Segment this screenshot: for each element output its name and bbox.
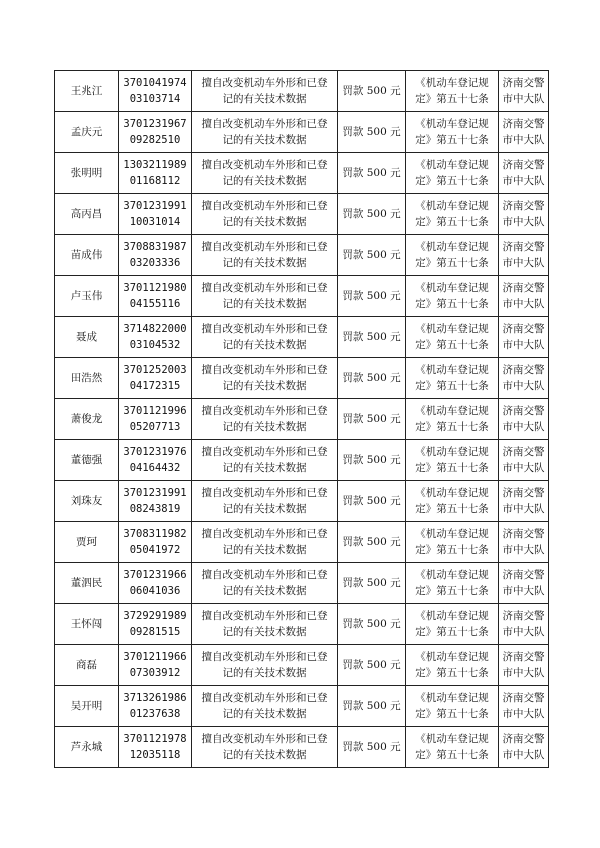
authority-line1: 济南交警 <box>502 651 545 663</box>
id-number-line1: 3713261986 <box>123 692 187 704</box>
id-number-line1: 3701231967 <box>123 118 187 130</box>
authority-line1: 济南交警 <box>502 323 545 335</box>
legal-basis-line1: 《机动车登记规 <box>415 323 489 335</box>
legal-basis-line2: 定》第五十七条 <box>415 298 489 310</box>
legal-basis-cell <box>406 522 499 563</box>
legal-basis-line2: 定》第五十七条 <box>415 462 489 474</box>
legal-basis-line2: 定》第五十七条 <box>415 708 489 720</box>
authority-line1: 济南交警 <box>502 487 545 499</box>
id-number-line2: 12035118 <box>129 749 181 761</box>
violation-line1: 擅自改变机动车外形和已登 <box>201 364 328 376</box>
violation-line1: 擅自改变机动车外形和已登 <box>201 282 328 294</box>
table-row <box>55 317 549 358</box>
legal-basis-line2: 定》第五十七条 <box>415 134 489 146</box>
authority-line2: 市中大队 <box>502 462 545 474</box>
id-number-cell <box>119 235 192 276</box>
legal-basis-line1: 《机动车登记规 <box>415 364 489 376</box>
violation-line2: 记的有关技术数据 <box>222 503 307 515</box>
violation-line1: 擅自改变机动车外形和已登 <box>201 487 328 499</box>
id-number-line2: 04155116 <box>129 298 181 310</box>
authority-cell <box>499 235 549 276</box>
person-name: 张明明 <box>70 167 103 179</box>
authority-line2: 市中大队 <box>502 708 545 720</box>
violation-line2: 记的有关技术数据 <box>222 216 307 228</box>
penalty-text: 罚款 500 元 <box>342 659 401 671</box>
id-number-line2: 03103714 <box>129 93 181 105</box>
table-row <box>55 604 549 645</box>
legal-basis-line2: 定》第五十七条 <box>415 339 489 351</box>
records-body <box>55 71 549 768</box>
authority-line2: 市中大队 <box>502 749 545 761</box>
violation-cell <box>192 153 338 194</box>
penalty-cell <box>338 522 406 563</box>
id-number-line2: 04164432 <box>129 462 181 474</box>
penalty-cell <box>338 727 406 768</box>
id-number-line2: 03104532 <box>129 339 181 351</box>
violation-line1: 擅自改变机动车外形和已登 <box>201 651 328 663</box>
authority-line1: 济南交警 <box>502 364 545 376</box>
id-number-cell <box>119 112 192 153</box>
penalty-text: 罚款 500 元 <box>342 413 401 425</box>
id-number-line2: 01237638 <box>129 708 181 720</box>
authority-line2: 市中大队 <box>502 257 545 269</box>
legal-basis-line1: 《机动车登记规 <box>415 200 489 212</box>
authority-line1: 济南交警 <box>502 528 545 540</box>
legal-basis-cell <box>406 276 499 317</box>
id-number-line1: 3701231976 <box>123 446 187 458</box>
authority-cell <box>499 604 549 645</box>
penalty-text: 罚款 500 元 <box>342 290 401 302</box>
legal-basis-line2: 定》第五十七条 <box>415 667 489 679</box>
id-number-line2: 07303912 <box>129 667 181 679</box>
legal-basis-cell <box>406 563 499 604</box>
id-number-line1: 3701041974 <box>123 77 187 89</box>
id-number-line2: 09281515 <box>129 626 181 638</box>
legal-basis-line1: 《机动车登记规 <box>415 487 489 499</box>
person-name-cell <box>55 727 119 768</box>
violation-line2: 记的有关技术数据 <box>222 585 307 597</box>
legal-basis-cell <box>406 317 499 358</box>
id-number-cell <box>119 481 192 522</box>
penalty-cell <box>338 194 406 235</box>
violation-line1: 擅自改变机动车外形和已登 <box>201 569 328 581</box>
person-name-cell <box>55 481 119 522</box>
violation-line1: 擅自改变机动车外形和已登 <box>201 118 328 130</box>
table-row <box>55 399 549 440</box>
legal-basis-line1: 《机动车登记规 <box>415 282 489 294</box>
authority-line1: 济南交警 <box>502 569 545 581</box>
legal-basis-line2: 定》第五十七条 <box>415 585 489 597</box>
person-name-cell <box>55 440 119 481</box>
authority-cell <box>499 481 549 522</box>
penalty-text: 罚款 500 元 <box>342 495 401 507</box>
legal-basis-line2: 定》第五十七条 <box>415 503 489 515</box>
authority-line2: 市中大队 <box>502 626 545 638</box>
legal-basis-line2: 定》第五十七条 <box>415 257 489 269</box>
authority-cell <box>499 727 549 768</box>
person-name-cell <box>55 71 119 112</box>
person-name-cell <box>55 317 119 358</box>
person-name: 聂成 <box>76 331 97 343</box>
person-name: 孟庆元 <box>70 126 103 138</box>
id-number-cell <box>119 604 192 645</box>
table-row <box>55 71 549 112</box>
id-number-line2: 03203336 <box>129 257 181 269</box>
person-name: 商磊 <box>76 659 97 671</box>
table-row <box>55 727 549 768</box>
penalty-text: 罚款 500 元 <box>342 454 401 466</box>
violation-cell <box>192 235 338 276</box>
legal-basis-line2: 定》第五十七条 <box>415 216 489 228</box>
violation-cell <box>192 317 338 358</box>
authority-cell <box>499 399 549 440</box>
id-number-cell <box>119 153 192 194</box>
authority-line2: 市中大队 <box>502 175 545 187</box>
legal-basis-line2: 定》第五十七条 <box>415 380 489 392</box>
penalty-cell <box>338 276 406 317</box>
violation-line1: 擅自改变机动车外形和已登 <box>201 528 328 540</box>
penalty-cell <box>338 481 406 522</box>
id-number-cell <box>119 194 192 235</box>
violation-line1: 擅自改变机动车外形和已登 <box>201 692 328 704</box>
id-number-line1: 3701211966 <box>123 651 187 663</box>
id-number-line1: 3708311982 <box>123 528 187 540</box>
violation-line1: 擅自改变机动车外形和已登 <box>201 610 328 622</box>
authority-line2: 市中大队 <box>502 339 545 351</box>
legal-basis-cell <box>406 358 499 399</box>
authority-line2: 市中大队 <box>502 216 545 228</box>
legal-basis-cell <box>406 481 499 522</box>
legal-basis-line2: 定》第五十七条 <box>415 626 489 638</box>
id-number-line2: 04172315 <box>129 380 181 392</box>
legal-basis-line2: 定》第五十七条 <box>415 749 489 761</box>
table-row <box>55 276 549 317</box>
violation-line1: 擅自改变机动车外形和已登 <box>201 446 328 458</box>
authority-line1: 济南交警 <box>502 446 545 458</box>
violation-line2: 记的有关技术数据 <box>222 626 307 638</box>
person-name-cell <box>55 276 119 317</box>
table-row <box>55 153 549 194</box>
id-number-line1: 3701121980 <box>123 282 187 294</box>
id-number-line1: 1303211989 <box>123 159 187 171</box>
person-name-cell <box>55 522 119 563</box>
legal-basis-line1: 《机动车登记规 <box>415 651 489 663</box>
authority-line2: 市中大队 <box>502 380 545 392</box>
id-number-line2: 05207713 <box>129 421 181 433</box>
table-row <box>55 194 549 235</box>
authority-line2: 市中大队 <box>502 134 545 146</box>
authority-cell <box>499 645 549 686</box>
violation-cell <box>192 604 338 645</box>
id-number-line2: 08243819 <box>129 503 181 515</box>
person-name-cell <box>55 194 119 235</box>
authority-line1: 济南交警 <box>502 118 545 130</box>
person-name: 王兆江 <box>70 85 103 97</box>
legal-basis-line1: 《机动车登记规 <box>415 446 489 458</box>
legal-basis-cell <box>406 71 499 112</box>
person-name: 董泗民 <box>70 577 103 589</box>
legal-basis-line1: 《机动车登记规 <box>415 528 489 540</box>
legal-basis-cell <box>406 235 499 276</box>
violation-cell <box>192 645 338 686</box>
authority-cell <box>499 563 549 604</box>
legal-basis-line1: 《机动车登记规 <box>415 118 489 130</box>
id-number-cell <box>119 71 192 112</box>
violation-line2: 记的有关技术数据 <box>222 421 307 433</box>
penalty-text: 罚款 500 元 <box>342 372 401 384</box>
violation-line2: 记的有关技术数据 <box>222 544 307 556</box>
penalty-text: 罚款 500 元 <box>342 167 401 179</box>
legal-basis-cell <box>406 727 499 768</box>
table-row <box>55 686 549 727</box>
violation-cell <box>192 686 338 727</box>
violation-cell <box>192 71 338 112</box>
violation-line1: 擅自改变机动车外形和已登 <box>201 159 328 171</box>
id-number-line1: 3714822000 <box>123 323 187 335</box>
authority-line2: 市中大队 <box>502 544 545 556</box>
violation-line1: 擅自改变机动车外形和已登 <box>201 77 328 89</box>
violation-line1: 擅自改变机动车外形和已登 <box>201 241 328 253</box>
id-number-line1: 3701231966 <box>123 569 187 581</box>
violation-line2: 记的有关技术数据 <box>222 708 307 720</box>
penalty-cell <box>338 71 406 112</box>
violation-line2: 记的有关技术数据 <box>222 380 307 392</box>
authority-line2: 市中大队 <box>502 421 545 433</box>
violation-cell <box>192 194 338 235</box>
violation-line1: 擅自改变机动车外形和已登 <box>201 405 328 417</box>
id-number-line1: 3708831987 <box>123 241 187 253</box>
authority-cell <box>499 276 549 317</box>
legal-basis-cell <box>406 153 499 194</box>
penalty-text: 罚款 500 元 <box>342 536 401 548</box>
penalty-text: 罚款 500 元 <box>342 208 401 220</box>
id-number-cell <box>119 440 192 481</box>
penalty-cell <box>338 399 406 440</box>
id-number-line1: 3701121978 <box>123 733 187 745</box>
person-name: 萧俊龙 <box>70 413 103 425</box>
penalty-text: 罚款 500 元 <box>342 331 401 343</box>
legal-basis-cell <box>406 194 499 235</box>
authority-line1: 济南交警 <box>502 405 545 417</box>
authority-line1: 济南交警 <box>502 610 545 622</box>
authority-cell <box>499 686 549 727</box>
id-number-line2: 05041972 <box>129 544 181 556</box>
legal-basis-cell <box>406 686 499 727</box>
authority-line2: 市中大队 <box>502 667 545 679</box>
penalty-text: 罚款 500 元 <box>342 85 401 97</box>
legal-basis-line2: 定》第五十七条 <box>415 175 489 187</box>
legal-basis-line1: 《机动车登记规 <box>415 569 489 581</box>
legal-basis-cell <box>406 399 499 440</box>
person-name: 卢玉伟 <box>70 290 103 302</box>
table-row <box>55 235 549 276</box>
legal-basis-line1: 《机动车登记规 <box>415 692 489 704</box>
legal-basis-line2: 定》第五十七条 <box>415 421 489 433</box>
penalty-text: 罚款 500 元 <box>342 577 401 589</box>
penalty-records-table <box>54 70 549 768</box>
id-number-line2: 10031014 <box>129 216 181 228</box>
violation-cell <box>192 563 338 604</box>
penalty-text: 罚款 500 元 <box>342 249 401 261</box>
violation-cell <box>192 276 338 317</box>
authority-line1: 济南交警 <box>502 159 545 171</box>
violation-cell <box>192 440 338 481</box>
penalty-text: 罚款 500 元 <box>342 700 401 712</box>
id-number-cell <box>119 276 192 317</box>
id-number-line1: 3729291989 <box>123 610 187 622</box>
penalty-cell <box>338 440 406 481</box>
violation-cell <box>192 727 338 768</box>
legal-basis-line1: 《机动车登记规 <box>415 241 489 253</box>
table-row <box>55 112 549 153</box>
id-number-cell <box>119 563 192 604</box>
person-name-cell <box>55 645 119 686</box>
id-number-line2: 01168112 <box>129 175 181 187</box>
violation-line2: 记的有关技术数据 <box>222 175 307 187</box>
violation-cell <box>192 522 338 563</box>
legal-basis-cell <box>406 604 499 645</box>
authority-cell <box>499 317 549 358</box>
legal-basis-cell <box>406 440 499 481</box>
legal-basis-line1: 《机动车登记规 <box>415 77 489 89</box>
authority-line1: 济南交警 <box>502 200 545 212</box>
authority-cell <box>499 71 549 112</box>
id-number-cell <box>119 399 192 440</box>
person-name-cell <box>55 358 119 399</box>
person-name-cell <box>55 153 119 194</box>
penalty-text: 罚款 500 元 <box>342 741 401 753</box>
authority-line1: 济南交警 <box>502 692 545 704</box>
penalty-cell <box>338 153 406 194</box>
penalty-text: 罚款 500 元 <box>342 618 401 630</box>
person-name-cell <box>55 604 119 645</box>
penalty-cell <box>338 604 406 645</box>
penalty-cell <box>338 235 406 276</box>
authority-cell <box>499 194 549 235</box>
authority-line1: 济南交警 <box>502 77 545 89</box>
person-name: 刘珠友 <box>70 495 103 507</box>
violation-line1: 擅自改变机动车外形和已登 <box>201 323 328 335</box>
legal-basis-cell <box>406 112 499 153</box>
id-number-line1: 3701231991 <box>123 200 187 212</box>
authority-line1: 济南交警 <box>502 733 545 745</box>
id-number-cell <box>119 727 192 768</box>
violation-line2: 记的有关技术数据 <box>222 298 307 310</box>
authority-cell <box>499 440 549 481</box>
person-name-cell <box>55 235 119 276</box>
penalty-cell <box>338 645 406 686</box>
penalty-cell <box>338 358 406 399</box>
id-number-line1: 3701231991 <box>123 487 187 499</box>
authority-line2: 市中大队 <box>502 298 545 310</box>
person-name: 贾珂 <box>76 536 97 548</box>
person-name-cell <box>55 563 119 604</box>
person-name-cell <box>55 112 119 153</box>
table-row <box>55 522 549 563</box>
legal-basis-line1: 《机动车登记规 <box>415 610 489 622</box>
violation-cell <box>192 399 338 440</box>
id-number-cell <box>119 317 192 358</box>
table-row <box>55 481 549 522</box>
id-number-cell <box>119 686 192 727</box>
authority-cell <box>499 358 549 399</box>
id-number-cell <box>119 522 192 563</box>
penalty-cell <box>338 563 406 604</box>
authority-cell <box>499 112 549 153</box>
person-name: 王怀闯 <box>70 618 103 630</box>
id-number-cell <box>119 358 192 399</box>
violation-line2: 记的有关技术数据 <box>222 93 307 105</box>
legal-basis-line1: 《机动车登记规 <box>415 159 489 171</box>
person-name: 董德强 <box>70 454 103 466</box>
violation-cell <box>192 481 338 522</box>
id-number-cell <box>119 645 192 686</box>
authority-line1: 济南交警 <box>502 241 545 253</box>
violation-line2: 记的有关技术数据 <box>222 462 307 474</box>
authority-line2: 市中大队 <box>502 585 545 597</box>
id-number-line1: 3701252003 <box>123 364 187 376</box>
table-row <box>55 358 549 399</box>
penalty-cell <box>338 686 406 727</box>
violation-line2: 记的有关技术数据 <box>222 134 307 146</box>
legal-basis-line2: 定》第五十七条 <box>415 93 489 105</box>
table-row <box>55 563 549 604</box>
violation-line1: 擅自改变机动车外形和已登 <box>201 200 328 212</box>
person-name: 芦永城 <box>70 741 103 753</box>
violation-line2: 记的有关技术数据 <box>222 339 307 351</box>
person-name: 高丙昌 <box>70 208 103 220</box>
violation-line1: 擅自改变机动车外形和已登 <box>201 733 328 745</box>
authority-line2: 市中大队 <box>502 503 545 515</box>
table-row <box>55 645 549 686</box>
id-number-line2: 09282510 <box>129 134 181 146</box>
table-row <box>55 440 549 481</box>
penalty-text: 罚款 500 元 <box>342 126 401 138</box>
id-number-line1: 3701121996 <box>123 405 187 417</box>
legal-basis-cell <box>406 645 499 686</box>
violation-line2: 记的有关技术数据 <box>222 749 307 761</box>
person-name: 田浩然 <box>70 372 103 384</box>
person-name-cell <box>55 686 119 727</box>
person-name: 吴开明 <box>70 700 103 712</box>
authority-cell <box>499 153 549 194</box>
authority-line1: 济南交警 <box>502 282 545 294</box>
person-name: 苗成伟 <box>70 249 103 261</box>
legal-basis-line2: 定》第五十七条 <box>415 544 489 556</box>
penalty-cell <box>338 112 406 153</box>
penalty-cell <box>338 317 406 358</box>
authority-cell <box>499 522 549 563</box>
legal-basis-line1: 《机动车登记规 <box>415 405 489 417</box>
violation-line2: 记的有关技术数据 <box>222 667 307 679</box>
violation-line2: 记的有关技术数据 <box>222 257 307 269</box>
person-name-cell <box>55 399 119 440</box>
violation-cell <box>192 112 338 153</box>
authority-line2: 市中大队 <box>502 93 545 105</box>
violation-cell <box>192 358 338 399</box>
id-number-line2: 06041036 <box>129 585 181 597</box>
legal-basis-line1: 《机动车登记规 <box>415 733 489 745</box>
